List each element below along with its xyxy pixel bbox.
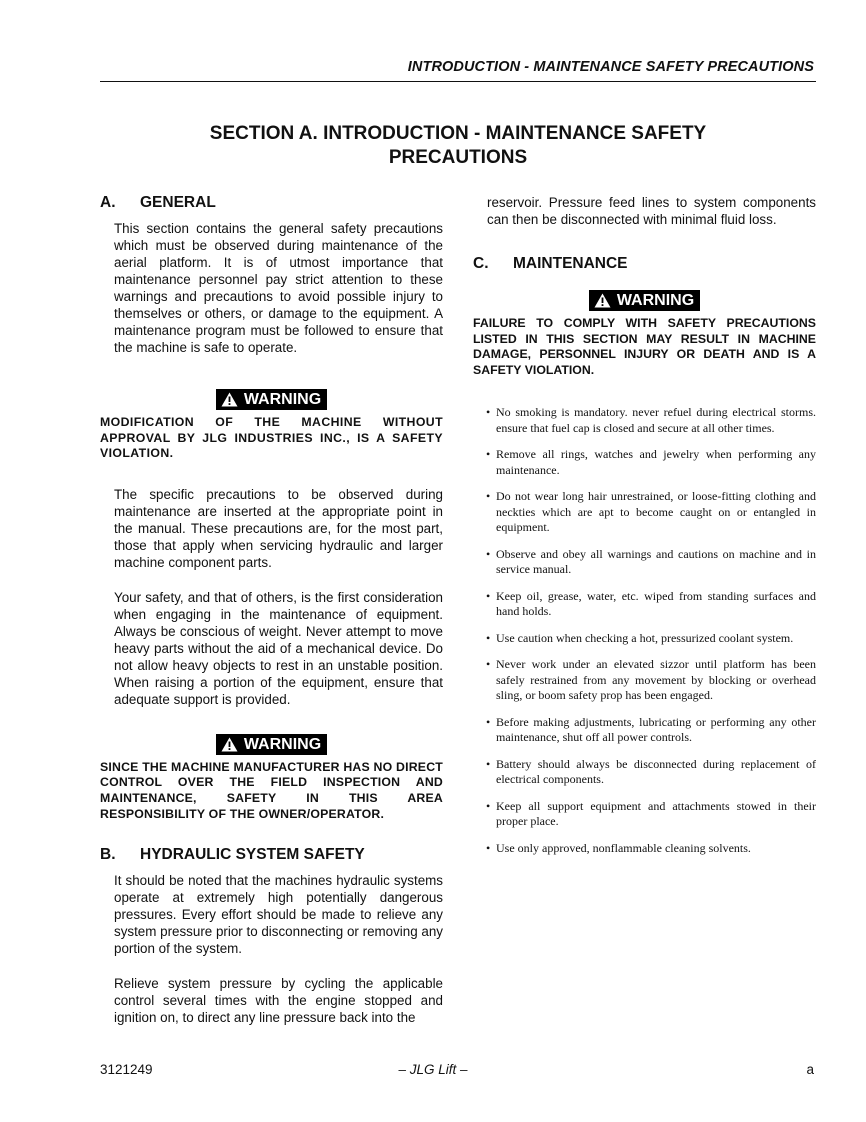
section-title-line-2: PRECAUTIONS [388,147,528,168]
page-header-title: INTRODUCTION - MAINTENANCE SAFETY PRECAUTIONS [407,59,814,75]
heading-text: HYDRAULIC SYSTEM SAFETY [140,846,365,864]
warning-box-2 [100,734,443,757]
list-item: • No smoking is mandatory. never refuel during electrical storms. ensure that fuel cap is closed and secure at all other times. [487,405,816,436]
left-column [100,194,443,1026]
maintenance-bullet-list [473,405,816,856]
warning-label: WARNING [216,734,327,755]
footer-brand: – JLG Lift – [398,1062,468,1077]
warning-triangle-icon [594,293,611,308]
heading-letter: C. [473,255,489,272]
list-item: • Observe and obey all warnings and cautions on machine and in service manual. [487,547,816,578]
section-title [100,122,816,170]
heading-text: MAINTENANCE [513,255,628,272]
warning-box-1 [100,389,443,412]
heading-letter: B. [100,846,116,864]
hydraulic-paragraph-2-continued: reservoir. Pressure feed lines to system components can then be disconnected with minimal fluid loss. [487,195,816,227]
list-item: • Do not wear long hair unrestrained, or loose-fitting clothing and neckties which are apt to become caught on or entangled in equipment. [487,489,816,536]
list-item: • Keep oil, grease, water, etc. wiped from standing surfaces and hand holds. [487,589,816,620]
heading-letter: A. [100,194,116,211]
general-paragraph-1: This section contains the general safety precautions which must be observed during maintenance of the aerial platform. It is of utmost importance that maintenance personnel pay strict attention to these warnings and precautions to avoid possible injury to themselves or others, or damage to the equipment. A maintenance program must be followed to ensure that the machine is safe to operate. [114,221,443,355]
warning-label: WARNING [589,290,700,311]
right-column [473,194,816,856]
footer-document-number: 3121249 [100,1062,153,1077]
header-rule [100,81,816,82]
list-item: • Use caution when checking a hot, pressurized coolant system. [487,631,816,647]
list-item: • Use only approved, nonflammable cleaning solvents. [487,841,816,857]
list-item: • Keep all support equipment and attachments stowed in their proper place. [487,799,816,830]
heading-general [100,194,443,212]
hydraulic-paragraph-1: It should be noted that the machines hydraulic systems operate at extremely high potentially dangerous pressures. Every effort should be made to relieve any system pressure prior to disconnecting or removing any portion of the system. [114,873,443,957]
warning-triangle-icon [221,737,238,752]
warning-text-3: FAILURE TO COMPLY WITH SAFETY PRECAUTIONS LISTED IN THIS SECTION MAY RESULT IN MACHINE DAMAGE, PERSONNEL INJURY OR DEATH AND IS A SAFETY VIOLATION. [473,316,816,377]
list-item: • Remove all rings, watches and jewelry when performing any maintenance. [487,447,816,478]
warning-label: WARNING [216,389,327,410]
heading-text: GENERAL [140,194,216,211]
heading-hydraulic [100,846,443,864]
general-paragraph-2: The specific precautions to be observed during maintenance are inserted at the appropriate point in the manual. These precautions are, for the most part, those that apply when servicing hydraulic and larger machine component parts. [114,486,443,570]
section-title-line-1: SECTION A. INTRODUCTION - MAINTENANCE SAFETY [209,123,707,144]
heading-maintenance [473,255,816,273]
warning-triangle-icon [221,392,238,407]
hydraulic-paragraph-2: Relieve system pressure by cycling the applicable control several times with the engine stopped and ignition on, to direct any line pressure back into the [114,976,443,1026]
warning-text-2: SINCE THE MACHINE MANUFACTURER HAS NO DIRECT CONTROL OVER THE FIELD INSPECTION AND MAINTENANCE, SAFETY IN THIS AREA RESPONSIBILITY OF THE OWNER/OPERATOR. [100,759,443,821]
warning-text-1: MODIFICATION OF THE MACHINE WITHOUT APPROVAL BY JLG INDUSTRIES INC., IS A SAFETY VIOLATION. [100,415,443,461]
footer-page-number: a [806,1062,814,1077]
general-paragraph-3: Your safety, and that of others, is the first consideration when engaging in the maintenance of equipment. Always be conscious of weight. Never attempt to move heavy parts without the aid of a mechanical device. Do not allow heavy objects to rest in an unstable position. When raising a portion of the equipment, ensure that adequate support is provided. [114,589,443,707]
list-item: • Before making adjustments, lubricating or performing any other maintenance, shut off all power controls. [487,715,816,746]
list-item: • Never work under an elevated sizzor until platform has been safely restrained from any movement by blocking or overhead sling, or boom safety prop has been engaged. [487,657,816,704]
warning-box-3 [473,290,816,313]
list-item: • Battery should always be disconnected during replacement of electrical components. [487,757,816,788]
